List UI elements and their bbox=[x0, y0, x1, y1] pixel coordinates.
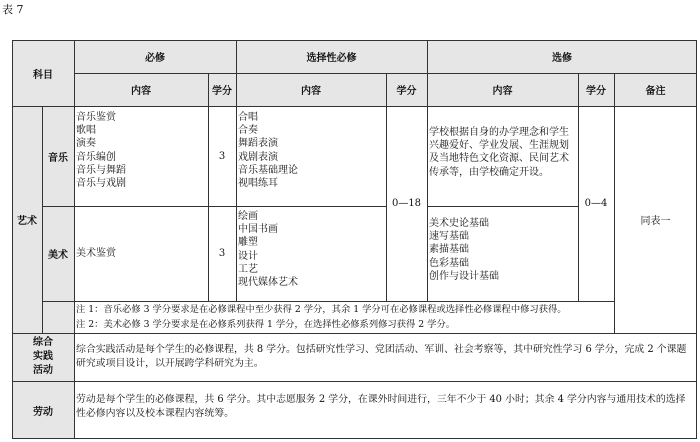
fine-art-label: 美术 bbox=[48, 250, 68, 261]
list-item: 中国书画 bbox=[238, 224, 278, 236]
list-item: 演奏 bbox=[76, 138, 96, 150]
divider bbox=[12, 381, 697, 382]
border-left bbox=[12, 40, 13, 439]
music-compulsory-list bbox=[76, 111, 206, 190]
list-item: 歌唱 bbox=[76, 125, 96, 137]
practice-text: 综合实践活动是每个学生的必修课程，共 8 学分。包括研究性学习、党团活动、军训、社会考察等，其中研究性学习 6 学分，完成 2 个课题研究或项目设计，以开展跨学科研究为主。 bbox=[76, 344, 687, 369]
divider bbox=[42, 206, 386, 207]
note-2: 注 2：美术必修 3 学分要求是在必修系列获得 1 学分，在选择性必修系列修习获得 2 学分。 bbox=[76, 319, 456, 330]
header-elective: 选修 bbox=[552, 53, 572, 64]
elective-compulsory-credits: 0—18 bbox=[391, 198, 422, 209]
table-caption: 表 7 bbox=[2, 3, 24, 16]
header-credits-elective-compulsory: 学分 bbox=[396, 86, 417, 97]
list-item: 创作与设计基础 bbox=[429, 270, 499, 282]
list-item: 设计 bbox=[238, 250, 258, 262]
arts-label: 艺术 bbox=[17, 216, 37, 227]
labor-text: 劳动是每个学生的必修课程，共 6 学分。其中志愿服务 2 学分，在课外时间进行，三年不少于 40 小时；其余 4 学分内容与通用技术的选择性必修内容以及校本课程内容统筹。 bbox=[76, 394, 686, 419]
list-item: 素描基础 bbox=[429, 244, 469, 256]
elective-credits: 0—4 bbox=[584, 198, 608, 209]
fine-art-elective-compulsory-list bbox=[238, 210, 384, 289]
border-bottom bbox=[12, 438, 697, 439]
divider bbox=[386, 73, 387, 301]
divider bbox=[42, 106, 43, 333]
header-elective-compulsory: 选择性必修 bbox=[306, 53, 357, 64]
border-top bbox=[12, 40, 697, 41]
fine-art-compulsory-credits: 3 bbox=[218, 248, 226, 259]
list-item: 音乐与舞蹈 bbox=[76, 164, 126, 176]
list-item: 色彩基础 bbox=[429, 257, 469, 269]
fine-art-compulsory-list bbox=[76, 247, 206, 260]
list-item: 音乐基础理论 bbox=[238, 164, 298, 176]
list-item: 速写基础 bbox=[429, 231, 469, 243]
list-item: 舞蹈表演 bbox=[238, 138, 278, 150]
header-content-compulsory: 内容 bbox=[131, 86, 151, 97]
header-credits-elective: 学分 bbox=[586, 86, 606, 97]
music-label: 音乐 bbox=[48, 152, 68, 164]
divider bbox=[236, 40, 237, 301]
divider bbox=[578, 73, 579, 301]
header-remark: 备注 bbox=[645, 86, 666, 97]
list-item: 雕塑 bbox=[238, 237, 258, 249]
practice-label bbox=[12, 333, 74, 381]
header-subject: 科目 bbox=[33, 69, 53, 81]
labor-label: 劳动 bbox=[33, 406, 53, 418]
list-item: 音乐鉴赏 bbox=[76, 112, 116, 123]
list-item: 音乐与戏剧 bbox=[76, 178, 126, 190]
elective-item-list bbox=[429, 217, 576, 283]
list-item: 美术鉴赏 bbox=[76, 248, 116, 259]
header-content-elective-compulsory: 内容 bbox=[301, 86, 321, 97]
list-item: 合唱 bbox=[238, 112, 258, 123]
list-item: 美术史论基础 bbox=[429, 218, 489, 229]
music-elective-compulsory-list bbox=[238, 111, 384, 190]
elective-description: 学校根据自身的办学理念和学生兴趣爱好、学业发展、生涯规划及当地特色文化资源、民间艺术传承等，由学校确定开设。 bbox=[429, 127, 569, 178]
practice-label-line: 实践 bbox=[33, 351, 53, 362]
divider bbox=[74, 40, 75, 439]
list-item: 视唱练耳 bbox=[238, 178, 278, 190]
list-item: 工艺 bbox=[238, 263, 258, 275]
list-item: 戏剧表演 bbox=[238, 151, 278, 163]
practice-label-line: 综合 bbox=[33, 337, 53, 348]
header-compulsory: 必修 bbox=[145, 53, 165, 64]
practice-label-line: 活动 bbox=[33, 365, 53, 376]
divider bbox=[427, 40, 428, 301]
remark-text: 同表一 bbox=[640, 216, 671, 227]
music-compulsory-credits: 3 bbox=[218, 150, 226, 162]
list-item: 音乐编创 bbox=[76, 151, 116, 163]
divider bbox=[208, 73, 209, 301]
list-item: 现代媒体艺术 bbox=[238, 277, 298, 289]
list-item: 合奏 bbox=[238, 125, 258, 137]
divider bbox=[427, 206, 578, 207]
header-credits-compulsory: 学分 bbox=[212, 86, 232, 97]
note-1: 注 1：音乐必修 3 学分要求是在必修课程中至少获得 2 学分，其余 1 学分可在必修课程或选择性必修课程中修习获得。 bbox=[76, 304, 567, 315]
divider bbox=[12, 333, 697, 334]
header-content-elective: 内容 bbox=[492, 86, 513, 97]
border-right bbox=[696, 40, 697, 439]
divider bbox=[614, 73, 615, 333]
list-item: 绘画 bbox=[238, 211, 258, 222]
divider bbox=[42, 301, 614, 302]
divider bbox=[12, 106, 697, 107]
